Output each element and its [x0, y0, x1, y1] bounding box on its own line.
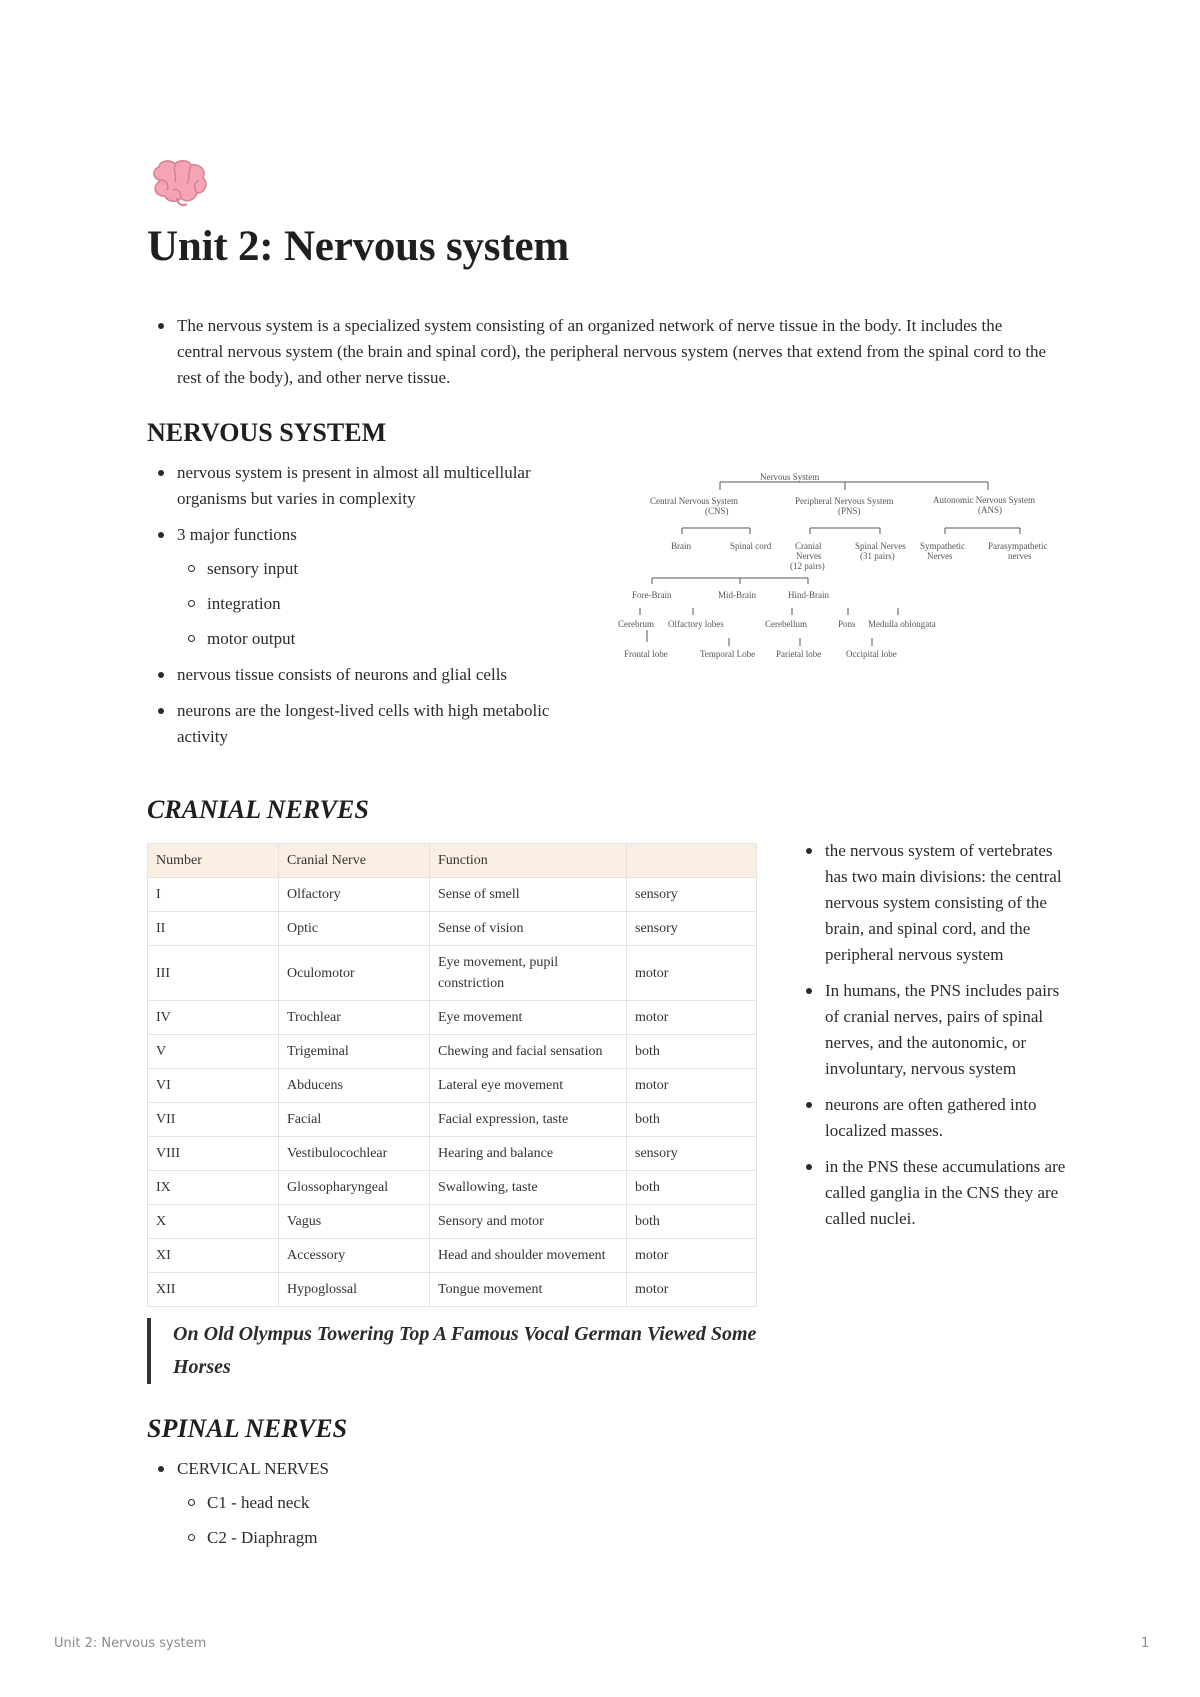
- nervous-system-heading: NERVOUS SYSTEM: [147, 418, 387, 447]
- table-row: [148, 1035, 757, 1069]
- diagram-label: Autonomic Nervous System: [933, 495, 1035, 505]
- diagram-label: Peripheral Nervous System: [795, 496, 894, 506]
- table-cell: Eye movement: [430, 1001, 627, 1035]
- table-cell: motor: [627, 1001, 757, 1035]
- list-item: the nervous system of vertebrates has two main divisions: the central nervous system consisting of the brain, and spinal cord, and the peripheral nervous system: [795, 838, 1070, 968]
- table-cell: Olfactory: [279, 878, 430, 912]
- diagram-label: Fore-Brain: [632, 590, 672, 600]
- table-cell: Sense of vision: [430, 912, 627, 946]
- table-cell: both: [627, 1103, 757, 1137]
- table-row: [148, 1001, 757, 1035]
- table-cell: Oculomotor: [279, 946, 430, 1001]
- table-cell: sensory: [627, 912, 757, 946]
- table-cell: Head and shoulder movement: [430, 1239, 627, 1273]
- table-cell: Sensory and motor: [430, 1205, 627, 1239]
- spinal-nerves-heading: SPINAL NERVES: [147, 1414, 348, 1443]
- table-row: [148, 1069, 757, 1103]
- diagram-label: Nerves: [927, 551, 953, 561]
- list-item-label: CERVICAL NERVES: [177, 1459, 330, 1478]
- sub-list-item: integration: [177, 591, 567, 617]
- table-cell: motor: [627, 1239, 757, 1273]
- diagram-label: Medulla oblongata: [868, 619, 936, 629]
- table-cell: sensory: [627, 1137, 757, 1171]
- table-cell: IV: [148, 1001, 279, 1035]
- table-row: [148, 1273, 757, 1307]
- table-cell: Glossopharyngeal: [279, 1171, 430, 1205]
- table-cell: Accessory: [279, 1239, 430, 1273]
- sub-list-item: C1 - head neck: [177, 1490, 747, 1516]
- list-item: [147, 1456, 747, 1551]
- list-item: The nervous system is a specialized system consisting of an organized network of nerve tissue in the body. It includes the central nervous system (the brain and spinal cord), the peripheral nervous system (nerves that extend from the spinal cord to the rest of the body), and other nerve tissue.: [147, 313, 1047, 391]
- table-cell: Swallowing, taste: [430, 1171, 627, 1205]
- diagram-label: Occipital lobe: [846, 649, 897, 659]
- column-header: [627, 844, 757, 878]
- table-cell: Hypoglossal: [279, 1273, 430, 1307]
- diagram-label: Temporal Lobe: [700, 649, 756, 659]
- diagram-label: Spinal Nerves: [855, 541, 906, 551]
- diagram-label: (12 pairs): [790, 561, 825, 571]
- table-header-row: [148, 844, 757, 878]
- table-row: [148, 1137, 757, 1171]
- diagram-label: Olfactory lobes: [668, 619, 724, 629]
- list-item: neurons are the longest-lived cells with high metabolic activity: [147, 698, 567, 750]
- table-cell: Trochlear: [279, 1001, 430, 1035]
- intro-section: [147, 313, 1047, 401]
- table-cell: XII: [148, 1273, 279, 1307]
- list-item: nervous tissue consists of neurons and glial cells: [147, 662, 567, 688]
- diagram-label: Spinal cord: [730, 541, 772, 551]
- table-cell: VIII: [148, 1137, 279, 1171]
- nervous-system-list: [147, 460, 567, 760]
- table-cell: both: [627, 1035, 757, 1069]
- table-cell: Optic: [279, 912, 430, 946]
- table-row: [148, 1205, 757, 1239]
- side-notes-list: [795, 838, 1070, 1242]
- table-cell: Facial: [279, 1103, 430, 1137]
- table-cell: IX: [148, 1171, 279, 1205]
- table-cell: X: [148, 1205, 279, 1239]
- table-cell: Lateral eye movement: [430, 1069, 627, 1103]
- table-cell: VI: [148, 1069, 279, 1103]
- page-number: 1: [1141, 1636, 1150, 1651]
- diagram-label: Central Nervous System: [650, 496, 738, 506]
- diagram-label: Parietal lobe: [776, 649, 822, 659]
- table-cell: Eye movement, pupil constriction: [430, 946, 627, 1001]
- list-item: neurons are often gathered into localized masses.: [795, 1092, 1070, 1144]
- table-cell: motor: [627, 946, 757, 1001]
- table-cell: Facial expression, taste: [430, 1103, 627, 1137]
- table-cell: VII: [148, 1103, 279, 1137]
- table-cell: XI: [148, 1239, 279, 1273]
- table-cell: both: [627, 1205, 757, 1239]
- diagram-label: Cerebellum: [765, 619, 807, 629]
- column-header: Cranial Nerve: [279, 844, 430, 878]
- table-cell: II: [148, 912, 279, 946]
- diagram-label: Hind-Brain: [788, 590, 829, 600]
- table-cell: sensory: [627, 878, 757, 912]
- diagram-label: Nerves: [796, 551, 822, 561]
- table-cell: Hearing and balance: [430, 1137, 627, 1171]
- table-row: [148, 946, 757, 1001]
- column-header: Function: [430, 844, 627, 878]
- table-cell: Tongue movement: [430, 1273, 627, 1307]
- list-item: in the PNS these accumulations are called ganglia in the CNS they are called nuclei.: [795, 1154, 1070, 1232]
- table-cell: motor: [627, 1069, 757, 1103]
- spinal-nerves-list: [147, 1456, 747, 1561]
- table-row: [148, 1239, 757, 1273]
- table-row: [148, 1103, 757, 1137]
- nervous-system-diagram: [610, 470, 1070, 692]
- table-cell: motor: [627, 1273, 757, 1307]
- diagram-label: Parasympathetic: [988, 541, 1048, 551]
- table-cell: Trigeminal: [279, 1035, 430, 1069]
- table-row: [148, 878, 757, 912]
- brain-icon: [147, 158, 211, 208]
- sub-list-item: sensory input: [177, 556, 567, 582]
- table-cell: Vestibulocochlear: [279, 1137, 430, 1171]
- table-cell: Sense of smell: [430, 878, 627, 912]
- diagram-label: (CNS): [705, 506, 729, 516]
- table-cell: Chewing and facial sensation: [430, 1035, 627, 1069]
- diagram-label: Frontal lobe: [624, 649, 668, 659]
- column-header: Number: [148, 844, 279, 878]
- page-title: Unit 2: Nervous system: [147, 223, 569, 270]
- diagram-label: (ANS): [978, 505, 1002, 515]
- sub-list-item: motor output: [177, 626, 567, 652]
- diagram-label: nerves: [1008, 551, 1032, 561]
- table-row: [148, 1171, 757, 1205]
- diagram-label: (PNS): [838, 506, 861, 516]
- diagram-label: Mid-Brain: [718, 590, 756, 600]
- table-cell: III: [148, 946, 279, 1001]
- table-cell: both: [627, 1171, 757, 1205]
- table-cell: Abducens: [279, 1069, 430, 1103]
- cranial-nerves-heading: CRANIAL NERVES: [147, 795, 369, 824]
- diagram-label: Pons: [838, 619, 856, 629]
- table-cell: I: [148, 878, 279, 912]
- diagram-label: Nervous System: [760, 472, 820, 482]
- footer-title: Unit 2: Nervous system: [54, 1636, 207, 1651]
- list-item: nervous system is present in almost all multicellular organisms but varies in complexity: [147, 460, 567, 512]
- diagram-label: Cranial: [795, 541, 822, 551]
- list-item-label: 3 major functions: [177, 525, 297, 544]
- diagram-label: (31 pairs): [860, 551, 895, 561]
- mnemonic-quote: On Old Olympus Towering Top A Famous Vocal German Viewed Some Horses: [147, 1318, 773, 1384]
- diagram-label: Brain: [671, 541, 691, 551]
- table-cell: Vagus: [279, 1205, 430, 1239]
- cranial-nerves-table: [147, 843, 757, 1307]
- sub-list-item: C2 - Diaphragm: [177, 1525, 747, 1551]
- diagram-label: Sympathetic: [920, 541, 965, 551]
- table-cell: V: [148, 1035, 279, 1069]
- list-item: In humans, the PNS includes pairs of cranial nerves, pairs of spinal nerves, and the autonomic, or involuntary, nervous system: [795, 978, 1070, 1082]
- table-row: [148, 912, 757, 946]
- diagram-label: Cerebrum: [618, 619, 654, 629]
- list-item: [147, 522, 567, 652]
